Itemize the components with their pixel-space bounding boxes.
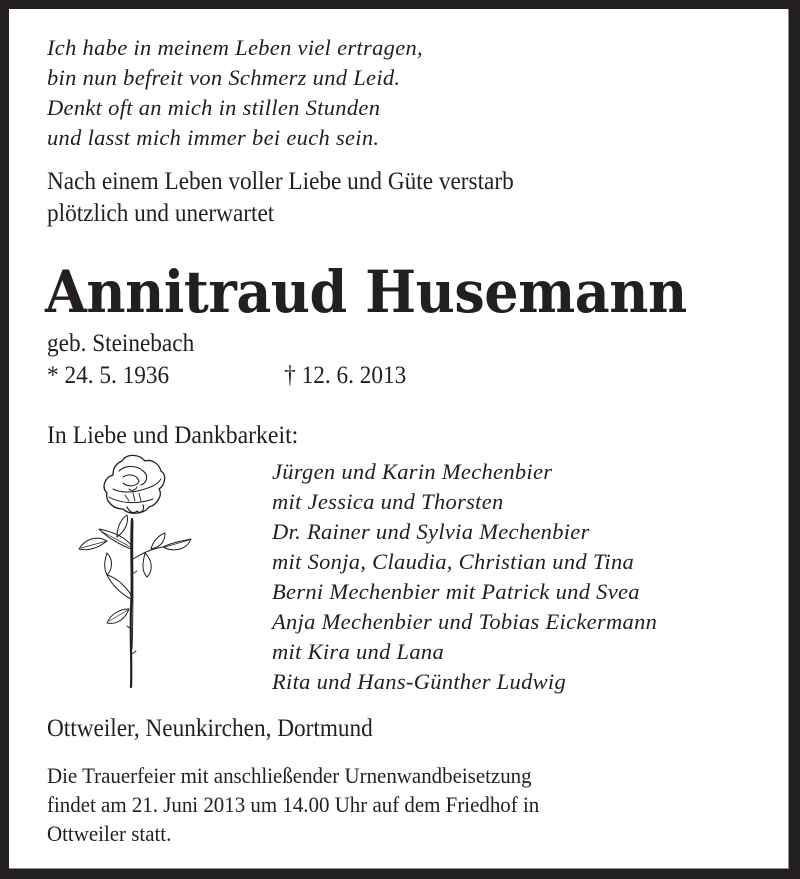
service-line: findet am 21. Juni 2013 um 14.00 Uhr auf dem Friedhof in (47, 792, 540, 817)
mourner-line: mit Sonja, Claudia, Christian und Tina (272, 549, 635, 574)
poem-line: Ich habe in meinem Leben viel ertragen, (47, 35, 423, 60)
obituary-notice (9, 9, 789, 869)
funeral-service-info (47, 761, 539, 848)
service-line: Die Trauerfeier mit anschließender Urnenwandbeisetzung (47, 763, 532, 788)
mourner-line: mit Jessica und Thorsten (272, 489, 504, 514)
mourner-line: Berni Mechenbier mit Patrick und Svea (272, 579, 640, 604)
poem-line: und lasst mich immer bei euch sein. (47, 125, 380, 150)
rose-icon (67, 449, 197, 689)
death-date: † 12. 6. 2013 (284, 362, 407, 389)
service-line: Ottweiler statt. (47, 821, 172, 846)
memorial-poem (47, 33, 423, 153)
mourners-list (272, 457, 657, 697)
intro-text (47, 166, 514, 230)
life-dates (47, 361, 407, 391)
places: Ottweiler, Neunkirchen, Dortmund (47, 715, 373, 742)
maiden-name: geb. Steinebach (47, 330, 195, 357)
gratitude-heading: In Liebe und Dankbarkeit: (47, 422, 299, 449)
birth-date: * 24. 5. 1936 (47, 362, 170, 389)
mourner-line: Dr. Rainer und Sylvia Mechenbier (272, 519, 590, 544)
mourner-line: mit Kira und Lana (272, 639, 445, 664)
poem-line: Denkt oft an mich in stillen Stunden (47, 95, 381, 120)
mourner-line: Jürgen und Karin Mechenbier (272, 459, 553, 484)
mourner-line: Rita und Hans-Günther Ludwig (272, 669, 567, 694)
poem-line: bin nun befreit von Schmerz und Leid. (47, 65, 401, 90)
intro-line: plötzlich und unerwartet (47, 200, 275, 227)
deceased-name: Annitraud Husemann (45, 258, 687, 326)
intro-line: Nach einem Leben voller Liebe und Güte verstarb (47, 168, 514, 195)
mourner-line: Anja Mechenbier und Tobias Eickermann (272, 609, 658, 634)
